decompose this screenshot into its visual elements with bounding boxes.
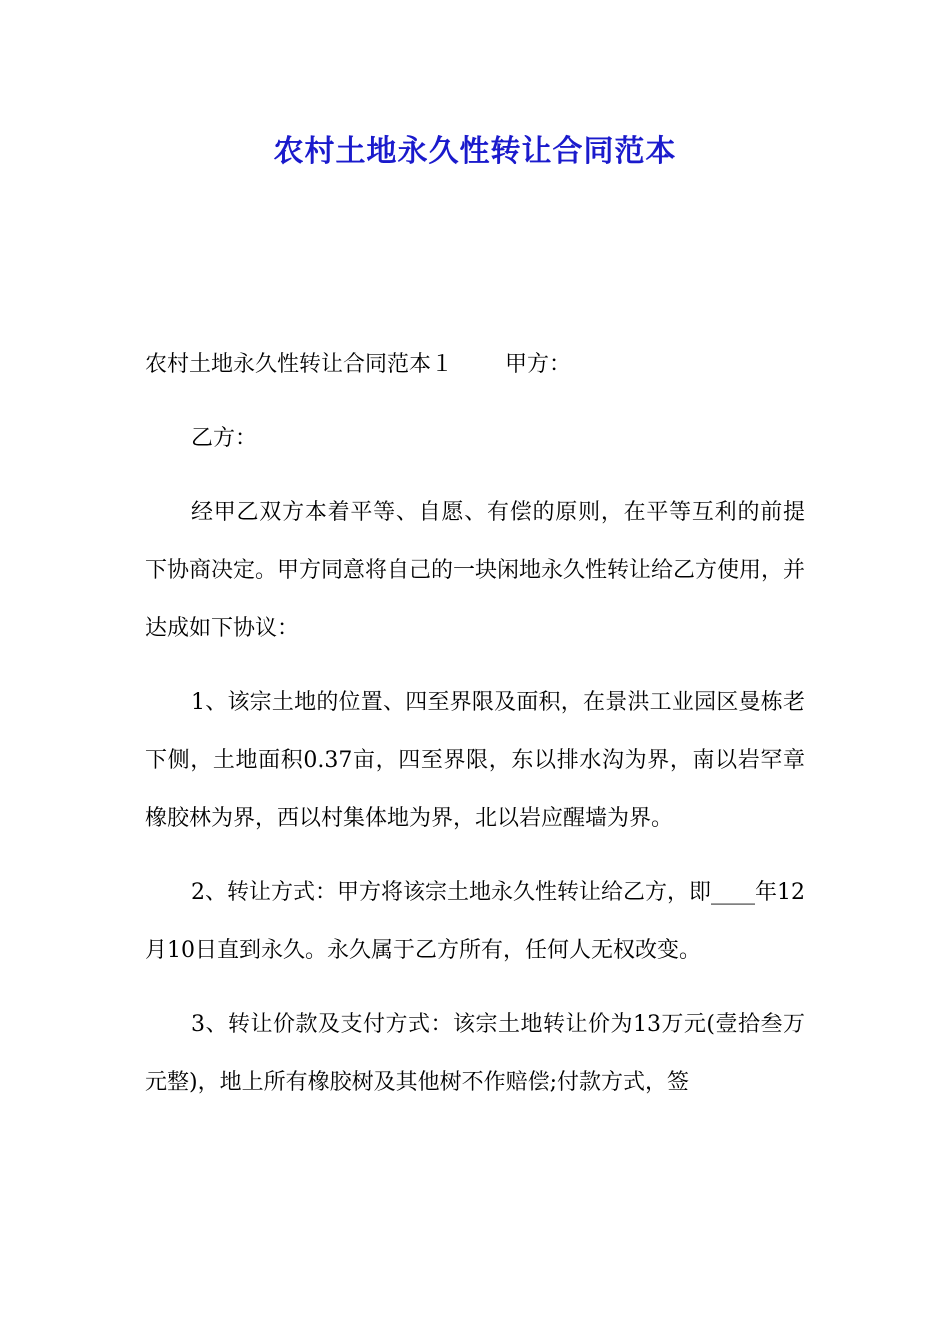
- paragraph-intro: 经甲乙双方本着平等、自愿、有偿的原则，在平等互利的前提下协商决定。甲方同意将自己的一块闲地永久性转让给乙方使用，并达成如下协议：: [145, 500, 806, 641]
- heading-line: [145, 336, 805, 394]
- contract-heading: 农村土地永久性转让合同范本１: [145, 352, 454, 377]
- document-body: [145, 336, 805, 1112]
- document-title: 农村土地永久性转让合同范本: [273, 134, 677, 169]
- party-b-line: 乙方：: [191, 426, 258, 451]
- paragraph-clause-1: 1、该宗土地的位置、四至界限及面积，在景洪工业园区曼栋老下侧，土地面积0.37亩，四至界限，东以排水沟为界，南以岩罕章橡胶林为界，西以村集体地为界，北以岩应醒墙为界。: [145, 690, 805, 831]
- paragraph-clause-3: 3、转让价款及支付方式：该宗土地转让价为13万元(壹拾叁万元整)，地上所有橡胶树及其他树不作赔偿;付款方式，签: [145, 1012, 805, 1095]
- paragraph-clause-2: 2、转让方式：甲方将该宗土地永久性转让给乙方，即____年12月10日直到永久。永久属于乙方所有，任何人无权改变。: [145, 880, 805, 963]
- party-a-label: 甲方：: [505, 352, 572, 377]
